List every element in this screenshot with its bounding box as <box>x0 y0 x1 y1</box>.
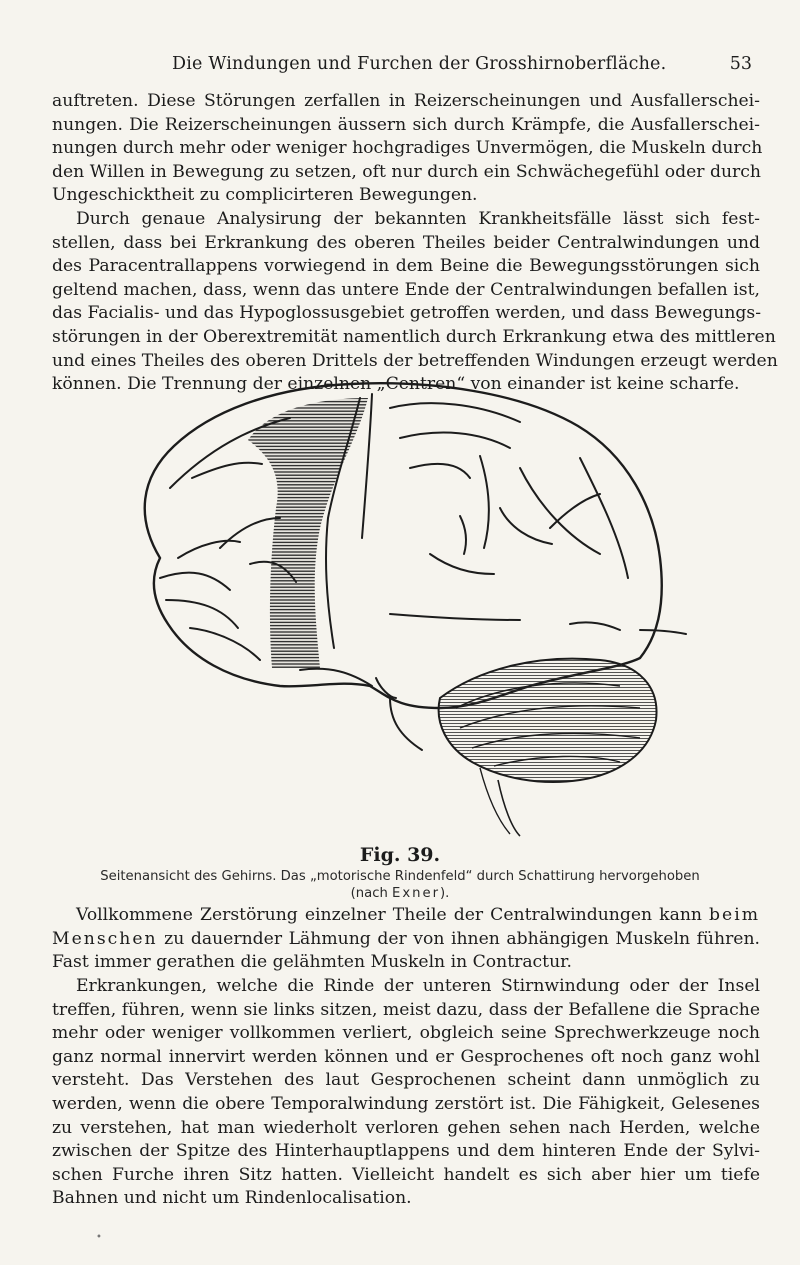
caption-author: Exner <box>392 886 441 901</box>
text-line <box>52 904 760 928</box>
text-line: stellen, dass bei Erkrankung des oberen Theiles beider Centralwindungen und <box>52 232 760 253</box>
text-line: können. Die Trennung der einzelnen „Centren“ von einander ist keine scharfe. <box>52 374 740 395</box>
text-line: Erkrankungen, welche die Rinde der unteren Stirnwindung oder der Insel <box>76 976 760 996</box>
running-head <box>52 54 752 82</box>
cerebellum <box>439 659 657 782</box>
page-number: 53 <box>729 54 752 74</box>
text-line: zwischen der Spitze des Hinterhauptlappens und dem hinteren Ende der Sylvi- <box>52 1141 760 1162</box>
caption-line-1: Seitenansicht des Gehirns. Das „motorische Rindenfeld“ durch Schattirung hervorgehoben <box>100 869 700 884</box>
text-line: zu verstehen, hat man wiederholt verloren gehen sehen nach Herden, welche <box>52 1117 760 1138</box>
page-speck: • <box>96 1232 102 1243</box>
running-title: Die Windungen und Furchen der Grosshirnoberfläche. <box>172 54 667 74</box>
brainstem <box>498 780 520 836</box>
paragraph-3 <box>52 904 760 975</box>
text-line: schen Furche ihren Sitz hatten. Vielleicht handelt es sich aber hier um tiefe <box>52 1164 760 1185</box>
paragraph-1 <box>52 90 763 208</box>
text-line: mehr oder weniger vollkommen verliert, obgleich seine Sprechwerkzeuge noch <box>52 1023 760 1044</box>
figure-caption <box>60 868 740 902</box>
text-line: ganz normal innervirt werden können und er Gesprochenes oft noch ganz wohl <box>52 1046 760 1067</box>
text-line: werden, wenn die obere Temporalwindung zerstört ist. Die Fähigkeit, Gelesenes <box>52 1093 760 1114</box>
text-line: den Willen in Bewegung zu setzen, oft nur durch ein Schwächegefühl oder durch <box>52 161 761 182</box>
text-line: geltend machen, dass, wenn das untere Ende der Centralwindungen befallen ist, <box>52 279 760 300</box>
caption-prefix: (nach <box>350 886 392 901</box>
text-line: und eines Theiles des oberen Drittels der betreffenden Windungen erzeugt werden <box>52 350 778 371</box>
text-line: störungen in der Oberextremität namentlich durch Erkrankung etwa des mittleren <box>52 326 776 347</box>
text-line: des Paracentrallappens vorwiegend in dem Beine die Bewegungsstörungen sich <box>52 256 760 277</box>
caption-line-2 <box>60 885 740 902</box>
motor-cortex-shading <box>248 398 368 668</box>
emphasis-text: Menschen <box>52 928 158 949</box>
paragraph-4 <box>52 975 760 1211</box>
brain-illustration <box>100 368 690 838</box>
figure-label: Fig. 39. <box>359 844 441 866</box>
emphasis-text: beim <box>709 905 760 925</box>
text-line: nungen. Die Reizerscheinungen äussern sich durch Krämpfe, die Ausfallerschei- <box>52 114 760 135</box>
text-line: Fast immer gerathen die gelähmten Muskeln in Contractur. <box>52 952 572 973</box>
text-line: Ungeschicktheit zu complicirteren Bewegungen. <box>52 185 478 206</box>
text-line: treffen, führen, wenn sie links sitzen, meist dazu, dass der Befallene die Sprache <box>52 999 760 1020</box>
text-line: nungen durch mehr oder weniger hochgradiges Unvermögen, die Muskeln durch <box>52 138 763 159</box>
text-run: zu dauernder Lähmung der von ihnen abhängigen Muskeln führen. <box>157 928 760 949</box>
text-run: Vollkommene Zerstörung einzelner Theile der Centralwindungen kann <box>76 905 710 925</box>
text-line <box>52 928 760 952</box>
text-line: das Facialis- und das Hypoglossusgebiet getroffen werden, und dass Bewegungs- <box>52 303 762 324</box>
text-line: auftreten. Diese Störungen zerfallen in Reizerscheinungen und Ausfallerschei- <box>52 91 760 111</box>
text-line: Durch genaue Analysirung der bekannten Krankheitsfälle lässt sich fest- <box>76 209 760 229</box>
caption-suffix: ). <box>440 886 450 901</box>
text-line: versteht. Das Verstehen des laut Gesprochenen scheint dann unmöglich zu <box>52 1070 760 1091</box>
text-line: Bahnen und nicht um Rindenlocalisation. <box>52 1188 412 1209</box>
